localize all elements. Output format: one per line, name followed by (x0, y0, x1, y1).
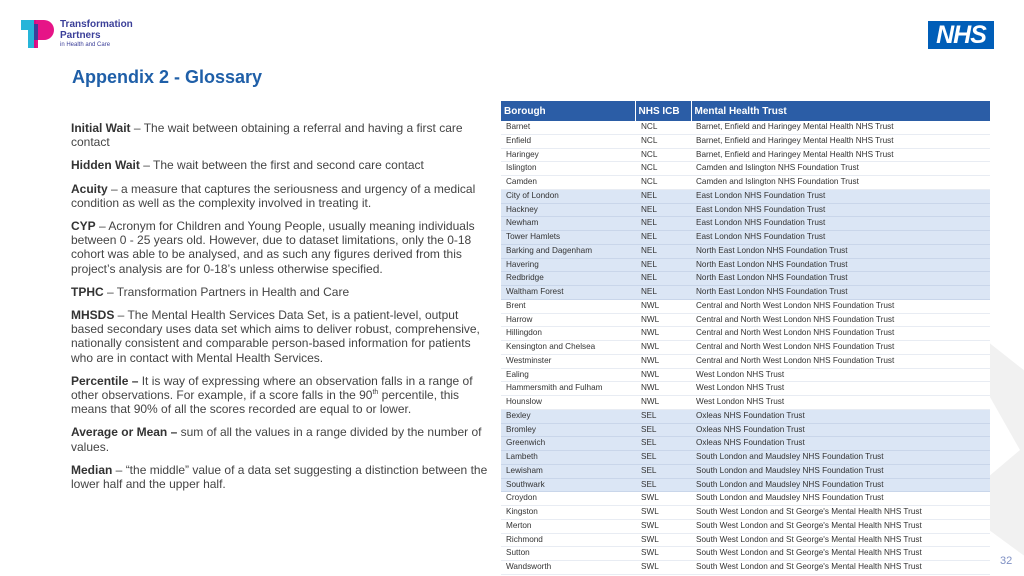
cell-mental-health-trust: West London NHS Trust (691, 368, 990, 382)
glossary-term: Average or Mean – (71, 425, 178, 440)
table-row (501, 519, 990, 533)
cell-nhs-icb: SWL (635, 547, 691, 561)
table-row (501, 506, 990, 520)
glossary-definition: sum of all the values in a range divided by the number of values. (71, 425, 482, 454)
cell-mental-health-trust: East London NHS Foundation Trust (691, 203, 990, 217)
logo-line-1: Transformation (60, 19, 133, 30)
cell-nhs-icb: NEL (635, 286, 691, 300)
cell-nhs-icb: NWL (635, 327, 691, 341)
glossary-entry (71, 158, 491, 172)
cell-borough: Waltham Forest (501, 286, 635, 300)
glossary-term: MHSDS (71, 308, 115, 323)
nhs-logo (928, 21, 994, 49)
glossary-separator: – (130, 121, 144, 135)
glossary-separator: – (139, 158, 154, 173)
table-row (501, 121, 990, 134)
glossary-superscript: th (372, 389, 379, 397)
cell-nhs-icb: SWL (635, 561, 691, 575)
cell-mental-health-trust: North East London NHS Foundation Trust (691, 286, 990, 300)
tphc-logo-mark-icon (20, 18, 58, 50)
table-row (501, 176, 990, 190)
glossary-definition: Transformation Partners in Health and Care (116, 284, 350, 299)
table-row (501, 134, 990, 148)
cell-borough: Lambeth (501, 451, 635, 465)
borough-trust-table (501, 101, 990, 575)
cell-mental-health-trust: West London NHS Trust (691, 396, 990, 410)
glossary-entry (71, 374, 491, 417)
cell-mental-health-trust: Barnet, Enfield and Haringey Mental Health NHS Trust (691, 121, 990, 134)
cell-mental-health-trust: Oxleas NHS Foundation Trust (691, 423, 990, 437)
table-row (501, 547, 990, 561)
table-row (501, 162, 990, 176)
cell-nhs-icb: NWL (635, 382, 691, 396)
glossary-entry (71, 425, 491, 453)
cell-nhs-icb: SEL (635, 451, 691, 465)
cell-nhs-icb: NWL (635, 396, 691, 410)
cell-borough: Hackney (501, 203, 635, 217)
cell-mental-health-trust: South London and Maudsley NHS Foundation Trust (691, 451, 990, 465)
glossary-definition: Acronym for Children and Young People, usually meaning individuals between 0 - 25 years old. However, due to dataset limitations, only the 0-18 cohort was able to be analysed, and as such any figures derived from this project’s analysis are for 0-18’s unless otherwise specified. (71, 219, 475, 276)
cell-nhs-icb: NWL (635, 299, 691, 313)
table-row (501, 258, 990, 272)
cell-mental-health-trust: South West London and St George's Mental Health NHS Trust (691, 561, 990, 575)
glossary-definition: “the middle” value of a data set suggesting a distinction between the lower half and the upper half. (71, 462, 488, 492)
glossary-term: Percentile – (71, 373, 139, 388)
cell-borough: Hammersmith and Fulham (501, 382, 635, 396)
tphc-logo (20, 18, 180, 52)
table-row (501, 313, 990, 327)
cell-mental-health-trust: North East London NHS Foundation Trust (691, 244, 990, 258)
cell-mental-health-trust: South London and Maudsley NHS Foundation Trust (691, 478, 990, 492)
cell-borough: Islington (501, 162, 635, 176)
cell-mental-health-trust: Central and North West London NHS Foundation Trust (691, 327, 990, 341)
logo-line-2: Partners (60, 30, 101, 41)
cell-borough: Barking and Dagenham (501, 244, 635, 258)
cell-mental-health-trust: Barnet, Enfield and Haringey Mental Health NHS Trust (691, 148, 990, 162)
glossary-entry (71, 219, 491, 276)
cell-mental-health-trust: Oxleas NHS Foundation Trust (691, 437, 990, 451)
cell-nhs-icb: NEL (635, 231, 691, 245)
table-row (501, 437, 990, 451)
cell-borough: Bromley (501, 423, 635, 437)
cell-nhs-icb: NCL (635, 121, 691, 134)
cell-borough: Newham (501, 217, 635, 231)
glossary-entry (71, 121, 491, 149)
cell-borough: Brent (501, 299, 635, 313)
cell-nhs-icb: SEL (635, 437, 691, 451)
glossary-term: TPHC (71, 284, 104, 299)
glossary-definition: The wait between obtaining a referral and having a first care contact (71, 121, 463, 150)
glossary-separator: – (107, 181, 122, 196)
table-row (501, 341, 990, 355)
cell-borough: Enfield (501, 134, 635, 148)
page-number: 32 (1000, 555, 1013, 567)
cell-mental-health-trust: South West London and St George's Mental Health NHS Trust (691, 547, 990, 561)
cell-nhs-icb: SWL (635, 533, 691, 547)
table-row (501, 189, 990, 203)
cell-nhs-icb: NCL (635, 176, 691, 190)
cell-nhs-icb: NEL (635, 258, 691, 272)
table-row (501, 327, 990, 341)
cell-borough: Barnet (501, 121, 635, 134)
cell-borough: Southwark (501, 478, 635, 492)
cell-nhs-icb: NCL (635, 148, 691, 162)
cell-nhs-icb: NWL (635, 354, 691, 368)
cell-borough: Sutton (501, 547, 635, 561)
cell-borough: Hounslow (501, 396, 635, 410)
cell-borough: Lewisham (501, 464, 635, 478)
cell-mental-health-trust: West London NHS Trust (691, 382, 990, 396)
table-row (501, 533, 990, 547)
cell-nhs-icb: NWL (635, 341, 691, 355)
table-row (501, 286, 990, 300)
glossary-entry (71, 182, 491, 210)
cell-mental-health-trust: South West London and St George's Mental Health NHS Trust (691, 533, 990, 547)
cell-nhs-icb: SEL (635, 409, 691, 423)
table-row (501, 451, 990, 465)
cell-mental-health-trust: South London and Maudsley NHS Foundation Trust (691, 464, 990, 478)
glossary-entry (71, 308, 491, 365)
column-header-borough: Borough (501, 101, 635, 121)
cell-mental-health-trust: Barnet, Enfield and Haringey Mental Health NHS Trust (691, 134, 990, 148)
table-row (501, 244, 990, 258)
cell-borough: Richmond (501, 533, 635, 547)
table-row (501, 478, 990, 492)
cell-borough: Bexley (501, 409, 635, 423)
table-row (501, 203, 990, 217)
cell-borough: Camden (501, 176, 635, 190)
table-row (501, 464, 990, 478)
nhs-logo-text: NHS (936, 21, 986, 49)
cell-borough: Kensington and Chelsea (501, 341, 635, 355)
page-title: Appendix 2 - Glossary (72, 67, 263, 87)
cell-mental-health-trust: Central and North West London NHS Foundation Trust (691, 354, 990, 368)
glossary-separator: – (114, 308, 128, 323)
table-row (501, 409, 990, 423)
glossary-term: CYP (71, 219, 96, 234)
glossary-term: Hidden Wait (71, 158, 140, 173)
cell-nhs-icb: NCL (635, 134, 691, 148)
cell-borough: Ealing (501, 368, 635, 382)
cell-mental-health-trust: East London NHS Foundation Trust (691, 189, 990, 203)
glossary-term: Initial Wait (71, 121, 131, 135)
glossary-definition: a measure that captures the seriousness and urgency of a medical condition as well as the complexity involved in treating it. (71, 181, 476, 210)
column-header-nhs-icb: NHS ICB (635, 101, 691, 121)
logo-line-3: in Health and Care (60, 42, 111, 48)
cell-nhs-icb: SEL (635, 478, 691, 492)
cell-borough: Redbridge (501, 272, 635, 286)
table-row (501, 272, 990, 286)
cell-mental-health-trust: Camden and Islington NHS Foundation Trust (691, 162, 990, 176)
cell-borough: Haringey (501, 148, 635, 162)
cell-nhs-icb: SWL (635, 506, 691, 520)
cell-mental-health-trust: East London NHS Foundation Trust (691, 217, 990, 231)
table-row (501, 217, 990, 231)
cell-nhs-icb: SWL (635, 492, 691, 506)
cell-borough: Harrow (501, 313, 635, 327)
cell-mental-health-trust: Central and North West London NHS Foundation Trust (691, 313, 990, 327)
column-header-mental-health-trust: Mental Health Trust (691, 101, 990, 121)
cell-borough: City of London (501, 189, 635, 203)
cell-borough: Tower Hamlets (501, 231, 635, 245)
cell-borough: Havering (501, 258, 635, 272)
cell-nhs-icb: SEL (635, 423, 691, 437)
glossary-entry (71, 463, 491, 491)
cell-borough: Westminster (501, 354, 635, 368)
table-header-row (501, 101, 990, 121)
glossary (71, 121, 491, 500)
cell-mental-health-trust: South West London and St George's Mental Health NHS Trust (691, 506, 990, 520)
cell-mental-health-trust: North East London NHS Foundation Trust (691, 272, 990, 286)
cell-borough: Merton (501, 519, 635, 533)
table-row (501, 423, 990, 437)
cell-nhs-icb: NEL (635, 272, 691, 286)
cell-mental-health-trust: Oxleas NHS Foundation Trust (691, 409, 990, 423)
cell-mental-health-trust: Central and North West London NHS Foundation Trust (691, 341, 990, 355)
table-row (501, 396, 990, 410)
glossary-definition-continued: percentile, this means that 90% of all the scores recorded are equal to or lower. (71, 388, 460, 417)
table-row (501, 231, 990, 245)
cell-nhs-icb: NEL (635, 203, 691, 217)
cell-mental-health-trust: East London NHS Foundation Trust (691, 231, 990, 245)
glossary-definition: It is way of expressing where an observation falls in a range of other observations. For example, if a score falls in the 90 (71, 373, 473, 403)
cell-nhs-icb: NEL (635, 189, 691, 203)
table-row (501, 492, 990, 506)
cell-mental-health-trust: South London and Maudsley NHS Foundation Trust (691, 492, 990, 506)
glossary-term: Acuity (71, 181, 108, 196)
glossary-separator: – (95, 219, 109, 234)
cell-mental-health-trust: Central and North West London NHS Foundation Trust (691, 299, 990, 313)
table-row (501, 561, 990, 575)
glossary-term: Median (71, 462, 113, 477)
cell-nhs-icb: SWL (635, 519, 691, 533)
cell-borough: Kingston (501, 506, 635, 520)
table-row (501, 299, 990, 313)
cell-borough: Wandsworth (501, 561, 635, 575)
cell-nhs-icb: SEL (635, 464, 691, 478)
glossary-separator: – (112, 462, 126, 477)
cell-mental-health-trust: Camden and Islington NHS Foundation Trust (691, 176, 990, 190)
table-row (501, 382, 990, 396)
cell-mental-health-trust: South West London and St George's Mental Health NHS Trust (691, 519, 990, 533)
cell-nhs-icb: NWL (635, 368, 691, 382)
cell-nhs-icb: NEL (635, 217, 691, 231)
cell-borough: Greenwich (501, 437, 635, 451)
glossary-entry (71, 285, 491, 299)
cell-nhs-icb: NWL (635, 313, 691, 327)
cell-nhs-icb: NCL (635, 162, 691, 176)
table-row (501, 368, 990, 382)
table-row (501, 354, 990, 368)
glossary-definition: The wait between the first and second care contact (153, 158, 424, 173)
cell-nhs-icb: NEL (635, 244, 691, 258)
cell-borough: Croydon (501, 492, 635, 506)
table-row (501, 148, 990, 162)
cell-mental-health-trust: North East London NHS Foundation Trust (691, 258, 990, 272)
glossary-separator: – (103, 284, 117, 299)
table-body (501, 121, 990, 574)
glossary-definition: The Mental Health Services Data Set, is a patient-level, output based secondary uses data set which aims to deliver robust, comprehensive, nationally consistent and comparable person-based information for patients who are in contact with Mental Health Services. (71, 308, 480, 365)
cell-borough: Hillingdon (501, 327, 635, 341)
